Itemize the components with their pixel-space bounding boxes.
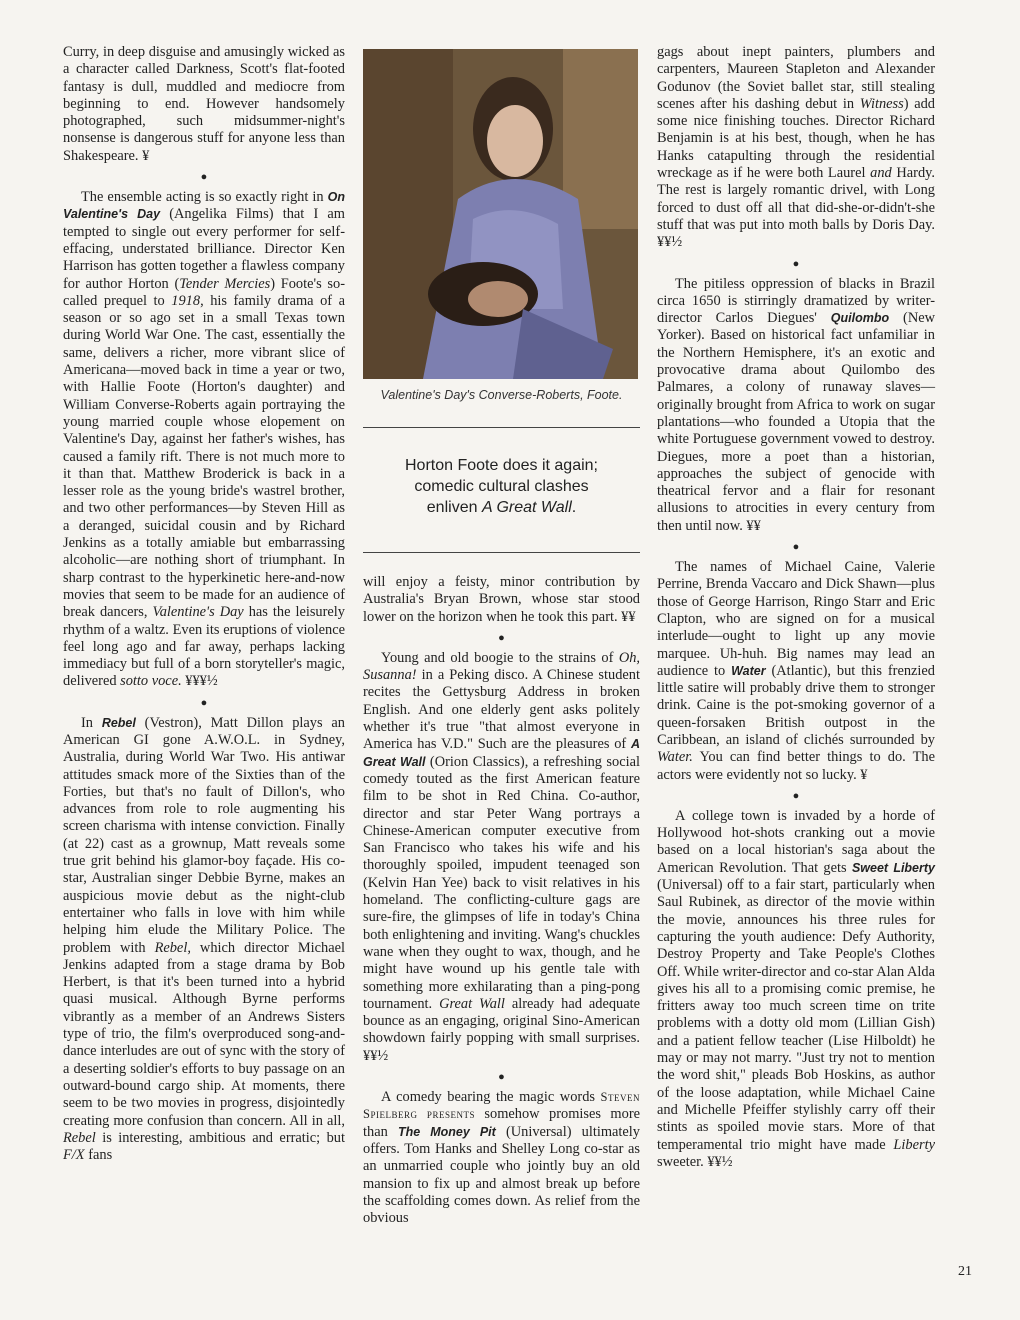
pullquote-rule-top <box>363 427 640 428</box>
film-still-photo <box>363 49 638 379</box>
film-title: Quilombo <box>830 311 890 326</box>
photo-illustration <box>363 49 638 379</box>
review-valentines-day: The ensemble acting is so exactly right in On Valentine's Day (Angelika Films) that I am tempted to single out every performer for self-effacing, understated brilliance. Director Ken Harrison has gotten together a flawless company for author Horton (Tender Mercies) Foote's so-called prequel to 1918, his family drama of a season or so ago set in a small Texas town during World War One. The cast, essentially the same, delivers a richer, more vibrant slice of Americana—moved back in time a year or two, with Hallie Foote (Horton's daughter) and William Converse-Roberts again portraying the young married couple whose elopement on Valentine's Day, against her father's wishes, has caused a family rift. There is not much more to it than that. Matthew Broderick is back in a lesser role as the young bride's wastrel brother, and two other performances—by Steven Hill as a deranged, suicidal cousin and by Richard Jenkins as a totally amiable but embarrassing alcoholic—are nothing short of triumphant. In sharp contrast to the hyperkinetic here-and-now movies that seem to be made for an audience of break dancers, Valentine's Day has the leisurely rhythm of a waltz. Even its eruptions of violence feel long ago and far away, perhaps lacking immediacy but full of a born storyteller's magic, delivered sotto voce. ¥¥¥½ <box>63 189 346 690</box>
film-title: Water <box>731 663 766 678</box>
pullquote: Horton Foote does it again; comedic cultural clashes enliven A Great Wall. <box>404 457 598 516</box>
section-bullet: ● <box>200 696 208 709</box>
review-water: The names of Michael Caine, Valerie Perrine, Brenda Vaccaro and Dick Shawn—plus those of George Harrison, Ringo Starr and Eric Clapton, who are signed on for a musical interlude—ought to light up any movie marquee. Uh-huh. Big names may lead an audience to Water (Atlantic), but this frenzied little satire will probably drive them to stronger drink. Caine is the pot-smoking governor of a queen-forsaken British outpost in the Caribbean, an island of clichés surrounded by Water. You can find better things to do. The actors were evidently not so lucky. ¥ <box>657 559 935 783</box>
review-rebel: In Rebel (Vestron), Matt Dillon plays an American GI gone A.W.O.L. in Sydney, Australia, during World War Two. His antiwar attitudes smack more of the Sixties than of the Forties, but that's no fault of Dillon's, who advances from role to role augmenting his screen charisma with intense conviction. Finally (at 22) cast as a grownup, Matt reveals some true grit behind his glamor-boy façade. His co-star, Australian singer Debbie Byrne, makes an auspicious movie debut as the night-club entertainer who falls in love with him while helping him elude the Military Police. The problem with Rebel, which director Michael Jenkins adapted from a stage drama by Bob Herbert, is that it's been turned into a hybrid quasi musical. Although Byrne performs vibrantly as a member of an Andrews Sisters type of trio, the film's overproduced song-and-dance interludes are out of sync with the story of a deserting soldier's efforts to buy passage on an outward-bound cargo ship. At moments, there seem to be two movies in progress, disjointedly creating more confusion than concern. All in all, Rebel is interesting, ambitious and erratic; but F/X fans <box>63 714 345 1164</box>
review-money-pit: A comedy bearing the magic words Steven Spielberg presents somehow promises more than The Money Pit (Universal) ultimately offers. Tom Hanks and Shelley Long co-star as an unmarried couple who jointly buy an old mansion to fix up and almost break up before the scaffolding comes down. As relief from the obvious <box>363 1089 641 1227</box>
section-bullet: ● <box>792 541 800 554</box>
review-great-wall: Young and old boogie to the strains of Oh, Susanna! in a Peking disco. A Chinese student recites the Gettysburg Address in broken English. And one elderly gent asks politely whether it's true "that almost everyone in America has V.D." Such are the pleasures of A Great Wall (Orion Classics), a refreshing social comedy touted as the first American feature film to be shot in Red China. Co-author, director and star Peter Wang portrays a Chinese-American computer executive from San Francisco who takes his wife and his thoroughly spoiled, impudent teenaged son (Kelvin Han Yee) back to visit relatives in his homeland. The conflicting-culture gags are sure-fire, the glimpses of life in today's China both enlightening and inviting. Wang's chuckles wane when they ought to wax, though, and he might have wound up his gentle tale with something more exhilarating than a ping-pong tournament. Great Wall already had adequate bounce as an engaging, original Sino-American showdown fairly popping with small surprises. ¥¥½ <box>363 649 640 1064</box>
column-1 <box>63 44 345 1164</box>
section-bullet: ● <box>792 789 800 802</box>
page-number: 21 <box>958 1264 972 1279</box>
film-title: Rebel <box>101 715 136 730</box>
film-title: A Great Wall <box>363 737 640 769</box>
film-title: On Valentine's Day <box>63 190 345 222</box>
review-paragraph: gags about inept painters, plumbers and carpenters, Maureen Stapleton and Alexander Godunov (the Soviet ballet star, still stealing scenes after his dashing debut in Witness) add some nice finishing touches. Director Richard Benjamin is at his best, though, when he has Hanks catapulting through the residential wreckage as if he were both Laurel and Hardy. The rest is largely romantic drivel, with Long forced to dust off all that did-she-or-didn't-she stuff that was put into moth balls by Doris Day. ¥¥½ <box>657 44 935 251</box>
section-bullet: ● <box>498 631 505 644</box>
film-title: The Money Pit <box>397 1124 496 1139</box>
column-3 <box>657 44 935 1171</box>
photo-caption: Valentine's Day's Converse-Roberts, Foote. <box>380 388 623 402</box>
review-paragraph: will enjoy a feisty, minor contribution by Australia's Bryan Brown, whose star stood lower on the horizon when he took this part. ¥¥ <box>363 574 640 625</box>
section-bullet: ● <box>792 257 800 270</box>
section-bullet: ● <box>498 1071 505 1084</box>
section-bullet: ● <box>200 171 208 184</box>
review-sweet-liberty: A college town is invaded by a horde of Hollywood hot-shots cranking out a movie based on a local historian's saga about the American Revolution. That gets Sweet Liberty (Universal) off to a fair start, particularly when Saul Rubinek, as director of the movie within the movie, announces his three rules for capturing the youth audience: Defy Authority, Destroy Property and Take People's Clothes Off. While writer-director and co-star Alan Alda gives his all to a promising comic premise, he fritters away too much screen time on trite problems with a dotty old mom (Lillian Gish) and a patient fellow teacher (Lise Hilboldt) he may or may not marry. "Just try not to mention the word shit," pleads Bob Hoskins, as author of the loose adaptation, while Michael Caine and Michelle Pfeiffer stylishly carry off their stints as spoiled movie stars. More of that temperamental trio might have made Liberty sweeter. ¥¥½ <box>657 807 935 1170</box>
review-quilombo: The pitiless oppression of blacks in Brazil circa 1650 is stirringly dramatized by writer-director Carlos Diegues' Quilombo (New Yorker). Based on historical fact unfamiliar in the Northern Hemisphere, it's an exotic and provocative drama about Quilombo des Palmares, a colony of runaway slaves—originally brought from Africa to work on sugar plantations—who founded a Utopia that the white Portuguese government vowed to destroy. Diegues, more a poet than a historian, approaches the subject of genocide with theatrical fervor and a flair for resonant allusions to atrocities in every century from then until now. ¥¥ <box>657 275 935 534</box>
pullquote-rule-bottom <box>363 552 640 553</box>
review-paragraph: Curry, in deep disguise and amusingly wicked as a character called Darkness, Scott's flat-footed fantasy is dull, muddled and mediocre from beginning to end. However handsomely photographed, such midsummer-night's nonsense is dangerous stuff for anyone less than Shakespeare. ¥ <box>63 44 345 164</box>
film-title: Sweet Liberty <box>851 860 935 875</box>
column-2 <box>363 574 640 1227</box>
